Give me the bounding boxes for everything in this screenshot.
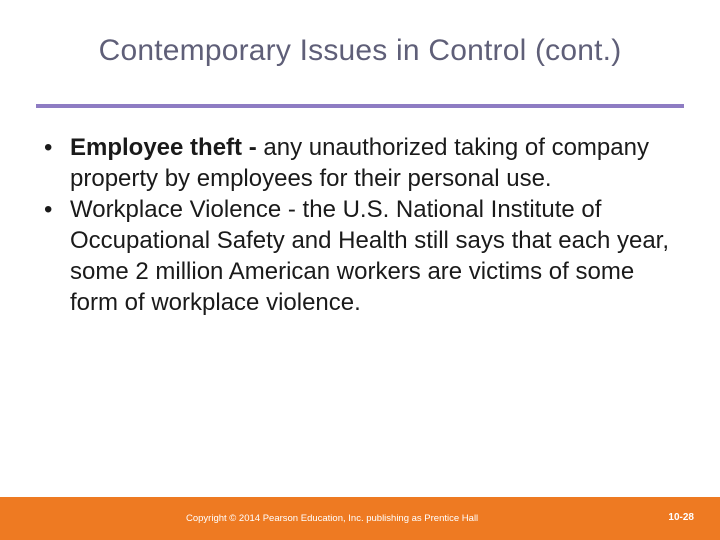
footer-bar — [0, 497, 720, 540]
bullet-list — [44, 132, 684, 318]
bullet-text: any unauthorized taking of company property by employees for their personal use. — [70, 134, 649, 192]
bullet-item-employee-theft — [44, 132, 684, 194]
footer-copyright: Copyright © 2014 Pearson Education, Inc. publishing as Prentice Hall — [186, 513, 479, 524]
title-divider — [36, 104, 684, 108]
slide-title: Contemporary Issues in Control (cont.) — [98, 34, 622, 67]
page-number: 10-28 — [668, 512, 694, 523]
bullet-item-workplace-violence — [44, 194, 684, 318]
bullet-marker: • — [44, 196, 53, 223]
bullet-marker: • — [44, 134, 53, 161]
bullet-text: Workplace Violence - the U.S. National Institute of Occupational Safety and Health still says that each year, some 2 million American workers are victims of some form of workplace violence. — [70, 196, 670, 316]
bullet-term: Employee theft - — [70, 134, 257, 161]
